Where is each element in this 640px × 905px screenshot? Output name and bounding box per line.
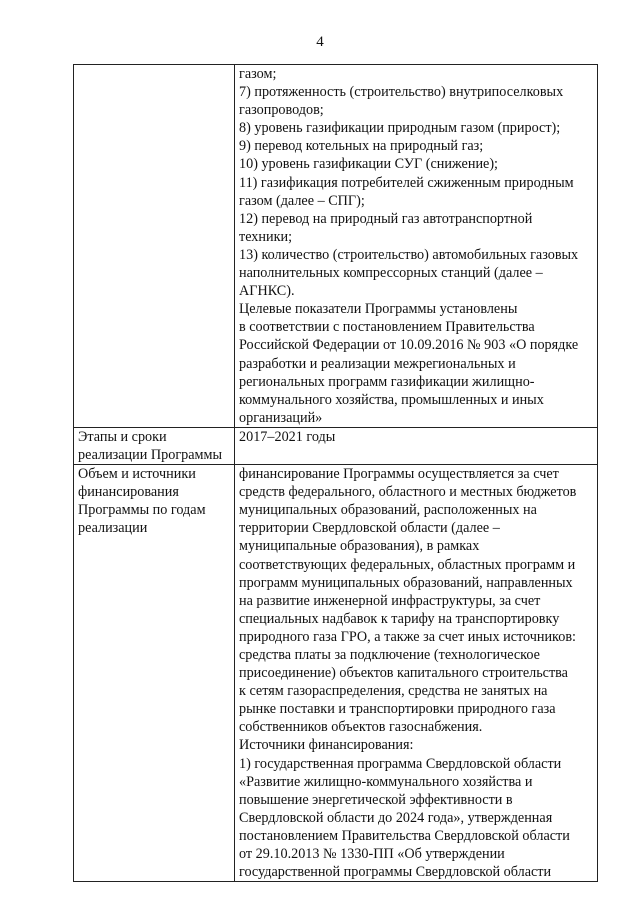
text-line: природного газа ГРО, а также за счет иных источников: bbox=[239, 628, 576, 645]
text-line: 1) государственная программа Свердловской области bbox=[239, 755, 562, 772]
row-label-cell bbox=[74, 65, 235, 428]
table-row-targets bbox=[74, 65, 598, 428]
text-line: программ муниципальных образований, направленных bbox=[239, 574, 573, 591]
row-label-cell bbox=[74, 427, 235, 464]
text-line: соответствующих федеральных, областных программ и bbox=[239, 556, 576, 573]
text-line: муниципальных образований, расположенных на bbox=[239, 502, 537, 519]
text-line: Источники финансирования: bbox=[239, 737, 414, 754]
text-line: муниципальные образования), в рамках bbox=[239, 538, 480, 555]
text-line: 9) перевод котельных на природный газ; bbox=[239, 138, 484, 155]
row-content-cell bbox=[235, 465, 598, 882]
text-line: разработки и реализации межрегиональных и bbox=[239, 355, 516, 372]
text-line: Целевые показатели Программы установлены bbox=[239, 301, 518, 318]
program-passport-table bbox=[73, 64, 598, 882]
label-line: реализации bbox=[78, 520, 148, 537]
text-line: средства платы за подключение (технологическое bbox=[239, 647, 540, 663]
text-line: присоединение) объектов капитального строительства bbox=[239, 665, 568, 682]
text-line: от 29.10.2013 № 1330-ПП «Об утверждении bbox=[239, 846, 505, 863]
page-number: 4 bbox=[316, 34, 324, 50]
table-row-financing bbox=[74, 465, 598, 882]
text-line: газом (далее – СПГ); bbox=[239, 192, 365, 209]
text-line: постановлением Правительства Свердловской области bbox=[239, 827, 570, 844]
text-line: 11) газификация потребителей сжиженным природным bbox=[239, 174, 574, 191]
text-line: 10) уровень газификации СУГ (снижение); bbox=[239, 156, 498, 173]
text-line: к сетям газораспределения, средства не занятых на bbox=[239, 683, 548, 700]
label-line: финансирования bbox=[78, 484, 179, 501]
text-line: 7) протяженность (строительство) внутрипоселковых bbox=[239, 84, 564, 101]
label-line: реализации Программы bbox=[78, 446, 223, 463]
text-line: организаций» bbox=[239, 409, 323, 426]
text-line: рынке поставки и транспортировки природного газа bbox=[239, 701, 556, 718]
text-line: газопроводов; bbox=[239, 102, 324, 119]
text-line: на развитие инженерной инфраструктуры, за счет bbox=[239, 592, 541, 609]
text-line: Свердловской области до 2024 года», утвержденная bbox=[239, 809, 553, 826]
table-row-stages bbox=[74, 427, 598, 464]
text-line: собственников объектов газоснабжения. bbox=[239, 719, 483, 736]
text-line: региональных программ газификации жилищно- bbox=[239, 373, 535, 390]
text-line: газом; bbox=[239, 66, 277, 82]
text-line: АГНКС). bbox=[239, 283, 295, 300]
text-line: повышение энергетической эффективности в bbox=[239, 791, 513, 808]
text-line: в соответствии с постановлением Правительства bbox=[239, 319, 535, 336]
text-line: наполнительных компрессорных станций (далее – bbox=[239, 265, 543, 282]
text-line: финансирование Программы осуществляется за счет bbox=[239, 466, 559, 483]
text-line: государственной программы Свердловской области bbox=[239, 864, 552, 881]
label-line: Этапы и сроки bbox=[78, 428, 167, 445]
text-line: коммунального хозяйства, промышленных и иных bbox=[239, 391, 544, 408]
text-line: средств федерального, областного и местных бюджетов bbox=[239, 484, 577, 501]
text-line: территории Свердловской области (далее – bbox=[239, 520, 500, 537]
text-line: 2017–2021 годы bbox=[239, 428, 336, 445]
text-line: Российской Федерации от 10.09.2016 № 903 «О порядке bbox=[239, 337, 579, 354]
text-line: 13) количество (строительство) автомобильных газовых bbox=[239, 246, 579, 263]
text-line: специальных надбавок к тарифу на транспортировку bbox=[239, 610, 560, 627]
label-line: Программы по годам bbox=[78, 502, 206, 519]
text-line: техники; bbox=[239, 228, 293, 245]
text-line: «Развитие жилищно-коммунального хозяйства и bbox=[239, 773, 533, 790]
row-label-cell bbox=[74, 465, 235, 882]
row-content-cell bbox=[235, 65, 598, 428]
row-content-cell bbox=[235, 427, 598, 464]
label-line: Объем и источники bbox=[78, 466, 196, 483]
text-line: 12) перевод на природный газ автотранспортной bbox=[239, 210, 533, 227]
text-line: 8) уровень газификации природным газом (прирост); bbox=[239, 120, 561, 137]
